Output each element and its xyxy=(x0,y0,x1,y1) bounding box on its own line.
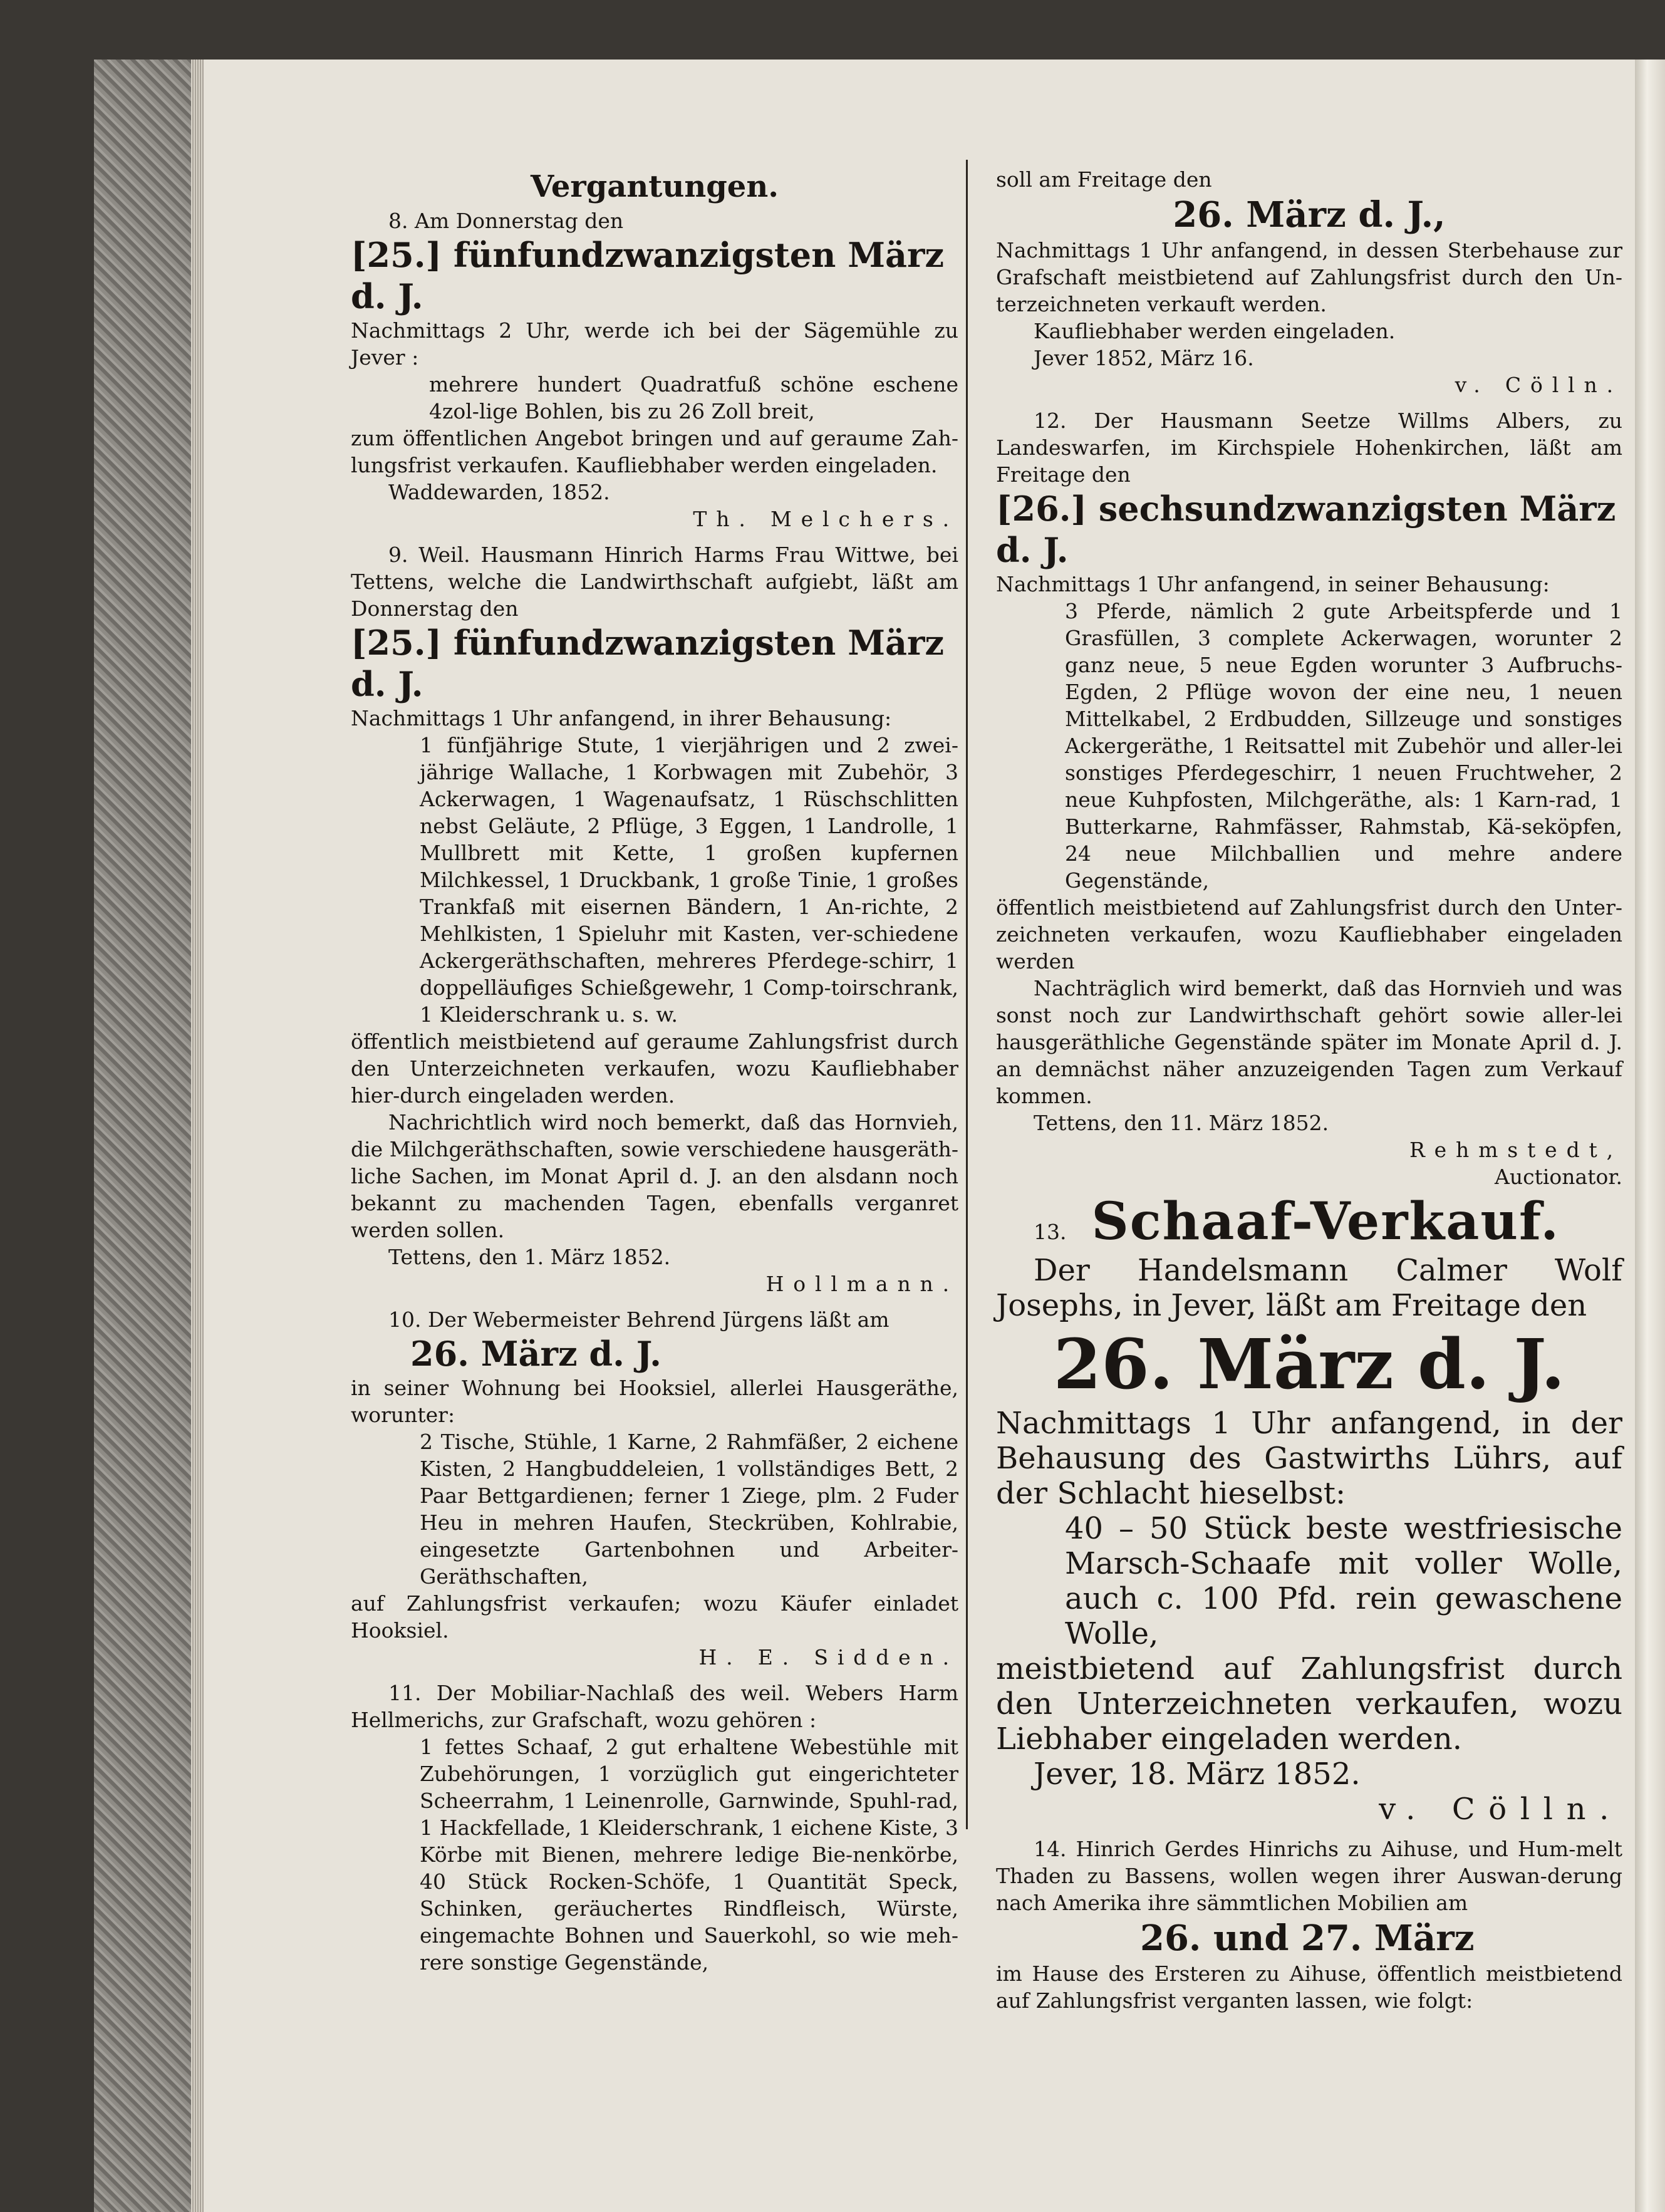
notice-text: öffentlich meistbietend auf Zahlungsfrist durch den Unter-zeichneten verkaufen, wozu Kaufliebhaber eingeladen werden xyxy=(996,895,1622,974)
place-date: Jever 1852, März 16. xyxy=(1034,346,1254,370)
notice-text: meistbietend auf Zahlungsfrist durch den Unterzeichneten verkaufen, wozu Liebhaber eingeladen werden. xyxy=(996,1651,1622,1757)
place-date: Tettens, den 11. März 1852. xyxy=(1034,1111,1329,1135)
place-date: Waddewarden, 1852. xyxy=(388,480,610,504)
notice-text: Nachmittags 1 Uhr anfangend, in dessen Sterbehause zur Grafschaft meistbietend auf Zahlungsfrist durch den Un-terzeichneten verkauft werden. xyxy=(996,238,1622,316)
notice-text: Nachmittags 1 Uhr anfangend, in ihrer Behausung: xyxy=(351,706,892,730)
right-column xyxy=(996,166,1622,2014)
facing-page-edge xyxy=(1635,60,1665,2212)
notice-text: Nachrichtlich wird noch bemerkt, daß das Hornvieh, die Milchgeräthschaften, sowie verschiedene hausgeräth-liche Sachen, im Monat April d. J. an den alsdann noch bekannt zu machenden Tagen, ebenfalls verganret werden sollen. xyxy=(351,1110,958,1242)
notice-text: Nachmittags 1 Uhr anfangend, in der Behausung des Gastwirths Lührs, auf der Schlacht hieselbst: xyxy=(996,1406,1622,1511)
notice-number: 13. xyxy=(1034,1220,1067,1244)
notice-text: Nachmittags 2 Uhr, werde ich bei der Sägemühle zu Jever : xyxy=(351,318,958,370)
auction-date: 26. März d. J. xyxy=(1053,1324,1565,1405)
notice-text: Nachträglich wird bemerkt, daß das Hornvieh und was sonst noch zur Landwirthschaft gehört sowie aller-lei hausgeräthliche Gegenstände später im Monate April d. J. an demnächst näher anzuzeigenden Tagen zum Verkauf kommen. xyxy=(996,976,1622,1108)
notice-11: 11. Der Mobiliar-Nachlaß des weil. Webers Harm Hellmerichs, zur Grafschaft, wozu gehören : xyxy=(351,1681,958,1732)
column-divider xyxy=(966,160,968,1829)
notice-text: auf Zahlungsfrist verkaufen; wozu Käufer einladet Hooksiel. xyxy=(351,1591,958,1643)
auction-date: [25.] fünfundzwanzigsten März d. J. xyxy=(351,623,945,704)
auction-date: 26. März d. J., xyxy=(1173,194,1446,236)
notice-8 xyxy=(351,207,958,234)
auction-date: [26.] sechsundzwanzigsten März d. J. xyxy=(996,489,1616,570)
item-list: 3 Pferde, nämlich 2 gute Arbeitspferde und 1 Grasfüllen, 3 complete Ackerwagen, worunter 2 ganz neue, 5 neue Egden worunter 3 Aufbruchs-Egden, 2 Pflüge wovon der eine neu, 1 neuen Mittelkabel, 2 Erdbudden, Sillzeuge und sonstiges Ackergeräthe, 1 Reitsattel mit Zubehör und aller-lei sonstiges Pferdegeschirr, 1 neuen Fruchtweher, 2 neue Kuhpfosten, Milchgeräthe, als: 1 Karn-rad, 1 Butterkarne, Rahmfässer, Rahmstab, Kä-seköpfen, 24 neue Milchballien und mehre andere Gegenstände, xyxy=(1065,599,1622,893)
notice-9: 9. Weil. Hausmann Hinrich Harms Frau Wittwe, bei Tettens, welche die Landwirthschaft aufgiebt, läßt am Donnerstag den xyxy=(351,543,958,621)
notice-13-title xyxy=(996,1190,1622,1253)
signature: Hollmann. xyxy=(765,1272,958,1296)
notice-14: 14. Hinrich Gerdes Hinrichs zu Aihuse, und Hum-melt Thaden zu Bassens, wollen wegen ihrer Auswan-derung nach Amerika ihre sämmtlichen Mobilien am xyxy=(996,1837,1622,1915)
signature: H. E. Sidden. xyxy=(698,1645,958,1669)
notice-text: zum öffentlichen Angebot bringen und auf geraume Zah-lungsfrist verkaufen. Kaufliebhaber werden eingeladen. xyxy=(351,426,958,477)
notice-number: 8. xyxy=(388,209,408,233)
notice-intro: Am Donnerstag den xyxy=(415,209,624,233)
item-list: 40 – 50 Stück beste westfriesische Marsch-Schaafe mit voller Wolle, auch c. 100 Pfd. rein gewaschene Wolle, xyxy=(1065,1511,1622,1651)
notice-12: 12. Der Hausmann Seetze Willms Albers, zu Landeswarfen, im Kirchspiele Hohenkirchen, läßt am Freitage den xyxy=(996,408,1622,487)
left-column xyxy=(351,166,958,1976)
item-list: mehrere hundert Quadratfuß schöne eschene 4zol-lige Bohlen, bis zu 26 Zoll breit, xyxy=(429,372,958,423)
item-list: 2 Tische, Stühle, 1 Karne, 2 Rahmfäßer, 2 eichene Kisten, 2 Hangbuddeleien, 1 vollständiges Bett, 2 Paar Bettgardienen; ferner 1 Ziege, plm. 2 Fuder Heu in mehren Haufen, Steckrüben, Kohlrabie, eingesetzte Gartenbohnen und Arbeiter-Geräthschaften, xyxy=(420,1430,958,1589)
notice-text: im Hause des Ersteren zu Aihuse, öffentlich meistbietend auf Zahlungsfrist verganten lassen, wie folgt: xyxy=(996,1961,1622,2013)
notice-text: Kaufliebhaber werden eingeladen. xyxy=(1034,319,1396,343)
notice-10: 10. Der Webermeister Behrend Jürgens läßt am xyxy=(388,1307,890,1332)
signature: v. Cölln. xyxy=(1455,373,1622,397)
notice-text: Der Handelsmann Calmer Wolf Josephs, in Jever, läßt am Freitage den xyxy=(996,1253,1622,1323)
notice-text: soll am Freitage den xyxy=(996,167,1212,192)
signer-role: Auctionator. xyxy=(1495,1165,1622,1189)
notice-text: in seiner Wohnung bei Hooksiel, allerlei Hausgeräthe, worunter: xyxy=(351,1376,958,1427)
signature: Rehmstedt, xyxy=(1409,1138,1622,1162)
signature: Th. Melchers. xyxy=(693,507,958,531)
place-date: Jever, 18. März 1852. xyxy=(1034,1757,1361,1792)
notice-text: öffentlich meistbietend auf geraume Zahlungsfrist durch den Unterzeichneten verkaufen, wozu Kaufliebhaber hier-durch eingeladen werden. xyxy=(351,1029,958,1108)
section-heading: Vergantungen. xyxy=(531,169,779,204)
page-stack-edge xyxy=(191,60,205,2212)
auction-date: [25.] fünfundzwanzigsten März d. J. xyxy=(351,235,945,316)
item-list: 1 fettes Schaaf, 2 gut erhaltene Webestühle mit Zubehörungen, 1 vorzüglich gut eingerichteter Scheerrahm, 1 Leinenrolle, Garnwinde, Spuhl-rad, 1 Hackfellade, 1 Kleiderschrank, 1 eichene Kiste, 3 Körbe mit Bienen, mehrere ledige Bie-nenkörbe, 40 Stück Rocken-Schöfe, 1 Quantität Speck, Schinken, geräuchertes Rindfleisch, Würste, eingemachte Bohnen und Sauerkohl, so wie meh-rere sonstige Gegenstände, xyxy=(420,1735,958,1975)
auction-date: 26. März d. J. xyxy=(410,1334,661,1374)
place-date: Tettens, den 1. März 1852. xyxy=(388,1245,671,1269)
notice-title: Schaaf-Verkauf. xyxy=(1091,1192,1560,1252)
item-list: 1 fünfjährige Stute, 1 vierjährigen und 2 zwei-jährige Wallache, 1 Korbwagen mit Zubehör, 3 Ackerwagen, 1 Wagenaufsatz, 1 Rüschschlitten nebst Geläute, 2 Pflüge, 3 Eggen, 1 Landrolle, 1 Mullbrett mit Kette, 1 großen kupfernen Milchkessel, 1 Druckbank, 1 große Tinie, 1 großes Trankfaß mit eisernen Bändern, 1 An-richte, 2 Mehlkisten, 1 Spieluhr mit Kasten, ver-schiedene Ackergeräthschaften, mehreres Pferdege-schirr, 1 doppelläufiges Schießgewehr, 1 Comp-toirschrank, 1 Kleiderschrank u. s. w. xyxy=(420,733,958,1027)
signature: v. Cölln. xyxy=(1379,1792,1622,1827)
notice-text: Nachmittags 1 Uhr anfangend, in seiner Behausung: xyxy=(996,572,1550,596)
auction-date: 26. und 27. März xyxy=(1140,1918,1475,1959)
